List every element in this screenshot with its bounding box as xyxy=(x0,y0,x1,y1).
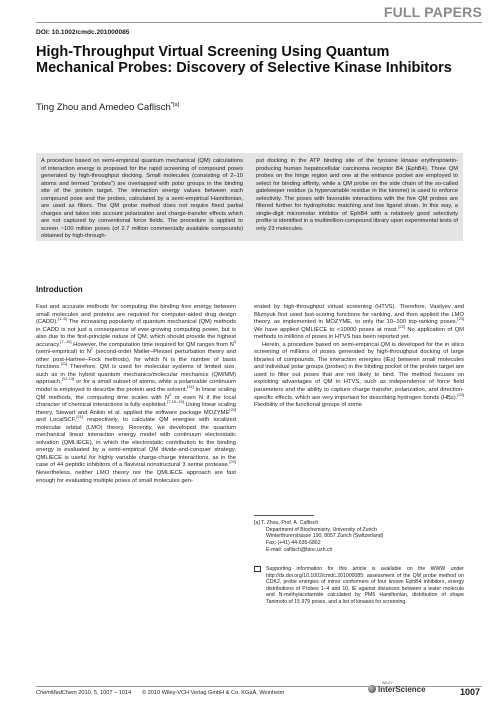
body-column-left xyxy=(36,304,236,485)
author-line xyxy=(36,102,179,113)
page-number: 1007 xyxy=(459,687,480,697)
article-title: High-Throughput Virtual Screening Using Quantum Mechanical Probes: Discovery of Selective Kinase Inhibitors xyxy=(36,44,452,76)
copyright: © 2010 Wiley-VCH Verlag GmbH & Co. KGaA, Weinheim xyxy=(142,690,285,696)
paragraph: Fast and accurate methods for computing the binding free energy between small molecules and proteins are required for computer-aided drug design (CADD).[1–6] The increasing popularity of quantum mechanical (QM) methods in CADD is not just a consequence of ever-growing computing power, but is also due to the first-principle nature of QM, which should provide the highest accuracy.[7–10] However, the computation time required for QM ranges from $N^3$ (semi-empirical) to $N^7$ (second-order Møller–Plesset perturbation theory and other post-Hartree–Fock methods), for which N is the number of basis functions.[11] Therefore, QM is used for molecular systems of limited size, such as in the hybrid quantum mechanics/molecular mechanics (QM/MM) approach,[12,13] or for a small subset of atoms, while a polarizable continuum model is employed to describe the protein and the solvent.[14] In linear scaling QM methods, the computing time scales with $N^2$ or even N if the local character of chemical interactions is fully exploited.[7,15–19] Using linear scaling theory, Stewart and Anikin et al. applied the software package MOZYME[20] and LocalSCF,[21] respectively, to calculate QM energies with localized molecular orbital (LMO) theory. Recently, we developed the quantum mechanical linear interaction energy model with continuum electrostatic solvation (QMLIECE), in which the electrostatic contribution to the binding energy is evaluated by a semi-empirical QM divide-and-conquer strategy. QMLIECE is useful for highly variable charge-charge interactions, as in the case of 44 peptidic inhibitors of a flaviviral nonstructural 3 serine protease.[22] Nevertheless, neither LMO theory nor the QMLIECE approach are fast enough for evaluating multiple poses of small molecules gen- xyxy=(36,304,237,484)
publisher-name: InterScience xyxy=(378,685,426,694)
interscience-globe-icon xyxy=(368,685,376,693)
affiliation-email: E-mail: caflisch@bioc.uzh.ch xyxy=(266,546,333,553)
publisher-logo xyxy=(368,681,426,694)
section-label: FULL PAPERS xyxy=(383,4,482,20)
section-heading: Introduction xyxy=(36,285,83,294)
abstract-column-1: A procedure based on semi-empirical quantum mechanical (QM) calculations of interaction energy is proposed for the rapid screening of compound poses generated by high-throughput docking. Small molecules (consisting of 2–10 atoms and termed “probes”) are overlapped with polar groups in the binding site of the protein target. The interaction energy values between each compound pose and the probes, calculated by a semi-empirical Hamiltonian, are used as filters. The QM probe method does not require fixed partial charges and takes into account polarization and charge-transfer effects which are not captured by conventional force fields. The procedure is applied to screen ~100 million poses (of 2.7 million commercially available compounds) obtained by high-through- xyxy=(41,158,243,240)
supporting-info xyxy=(254,566,464,606)
affiliation-names: T. Zhou, Prof. A. Caflisch xyxy=(261,520,319,526)
publisher-prefix: WILEY xyxy=(382,681,393,685)
header-rule xyxy=(36,22,482,23)
paragraph: Herein, a procedure based on semi-empirical QM is developed for the in silico screening of millions of poses generated by high-throughput docking of large libraries of compounds. The interaction energies (IEs) between small molecules and individual polar groups (probes) in the binding pocket of the protein target are used to filter out poses that are not likely to bind. The method focuses on exploiting advantages of QM in HTVS, such as independence of force field parameters and the ability to capture charge transfer, polarization, and direction-specific effects, which are very important for describing hydrogen bonds (HBs).[24] Flexibility of the functional groups of some xyxy=(254,341,464,409)
abstract-column-2: put docking in the ATP binding site of the tyrosine kinase erythropoietin-producing human hepatocellular carcinoma receptor B4 (EphB4). Three QM probes on the hinge region and one at the entrance pocket are employed to select for binding affinity, while a QM probe on the side chain of the so-called gatekeeper residue (a hypervariable residue in the kinome) is used to enforce selectivity. The poses with favorable interactions with the five QM probes are filtered further for hydrophobic matching and low ligand strain. In this way, a single-digit micromolar inhibitor of EphB4 with a relatively good selectivity profile is identified in a multimillion-compound library upon experimental tests of only 23 molecules. xyxy=(256,158,458,232)
doi: DOI: 10.1002/cmdc.201000085 xyxy=(36,29,130,36)
body-column-right xyxy=(254,304,464,410)
footnote-rule xyxy=(254,515,314,516)
footer-citation xyxy=(36,690,284,696)
affiliation-footnote xyxy=(254,520,464,554)
affiliation-fax: Fax: (+41) 44-635-6862 xyxy=(266,540,321,547)
supporting-info-icon xyxy=(254,566,261,572)
affiliation-label: [a] xyxy=(254,520,260,526)
citation: 2010, 5, 1007 – 1014 xyxy=(76,690,132,696)
authors: Ting Zhou and Amedeo Caflisch xyxy=(36,102,171,113)
affiliation-department: Department of Biochemistry, University of Zurich xyxy=(266,526,377,533)
paragraph: erated by high-throughput virtual screening (HTVS). Therefore, Vasilyev and Bliznyuk first used fast-scoring functions for ranking, and then applied the LMO theory, as implemented in MOZYME, to only the 10–100 top-ranking poses.[23] We have applied QMLIECE to <10000 poses at most.[22] No application of QM methods to millions of poses in HTVS has been reported yet. xyxy=(254,304,464,341)
abstract-box xyxy=(36,153,463,241)
journal-name: ChemMedChem xyxy=(36,690,77,696)
affiliation-address: Winterthurerstrasse 190, 8057 Zurich (Switzerland) xyxy=(266,533,384,540)
supporting-info-text: Supporting information for this article is available on the WWW under http://dx.doi.org/10.1002/cmdc.201000085: assessment of the QM probe method on CDK2, probe energies of minor conformers of four known EphB4 inhibitors, energy distributions of Probes 1–4 and 10, IE against distances between a water molecule and N-methylacetamide calculated by PM6 Hamiltonian, distribution of shape Tanimoto of 15 979 poses, and a list of kinases for screening. xyxy=(266,566,464,605)
author-mark: *[a] xyxy=(170,101,180,108)
